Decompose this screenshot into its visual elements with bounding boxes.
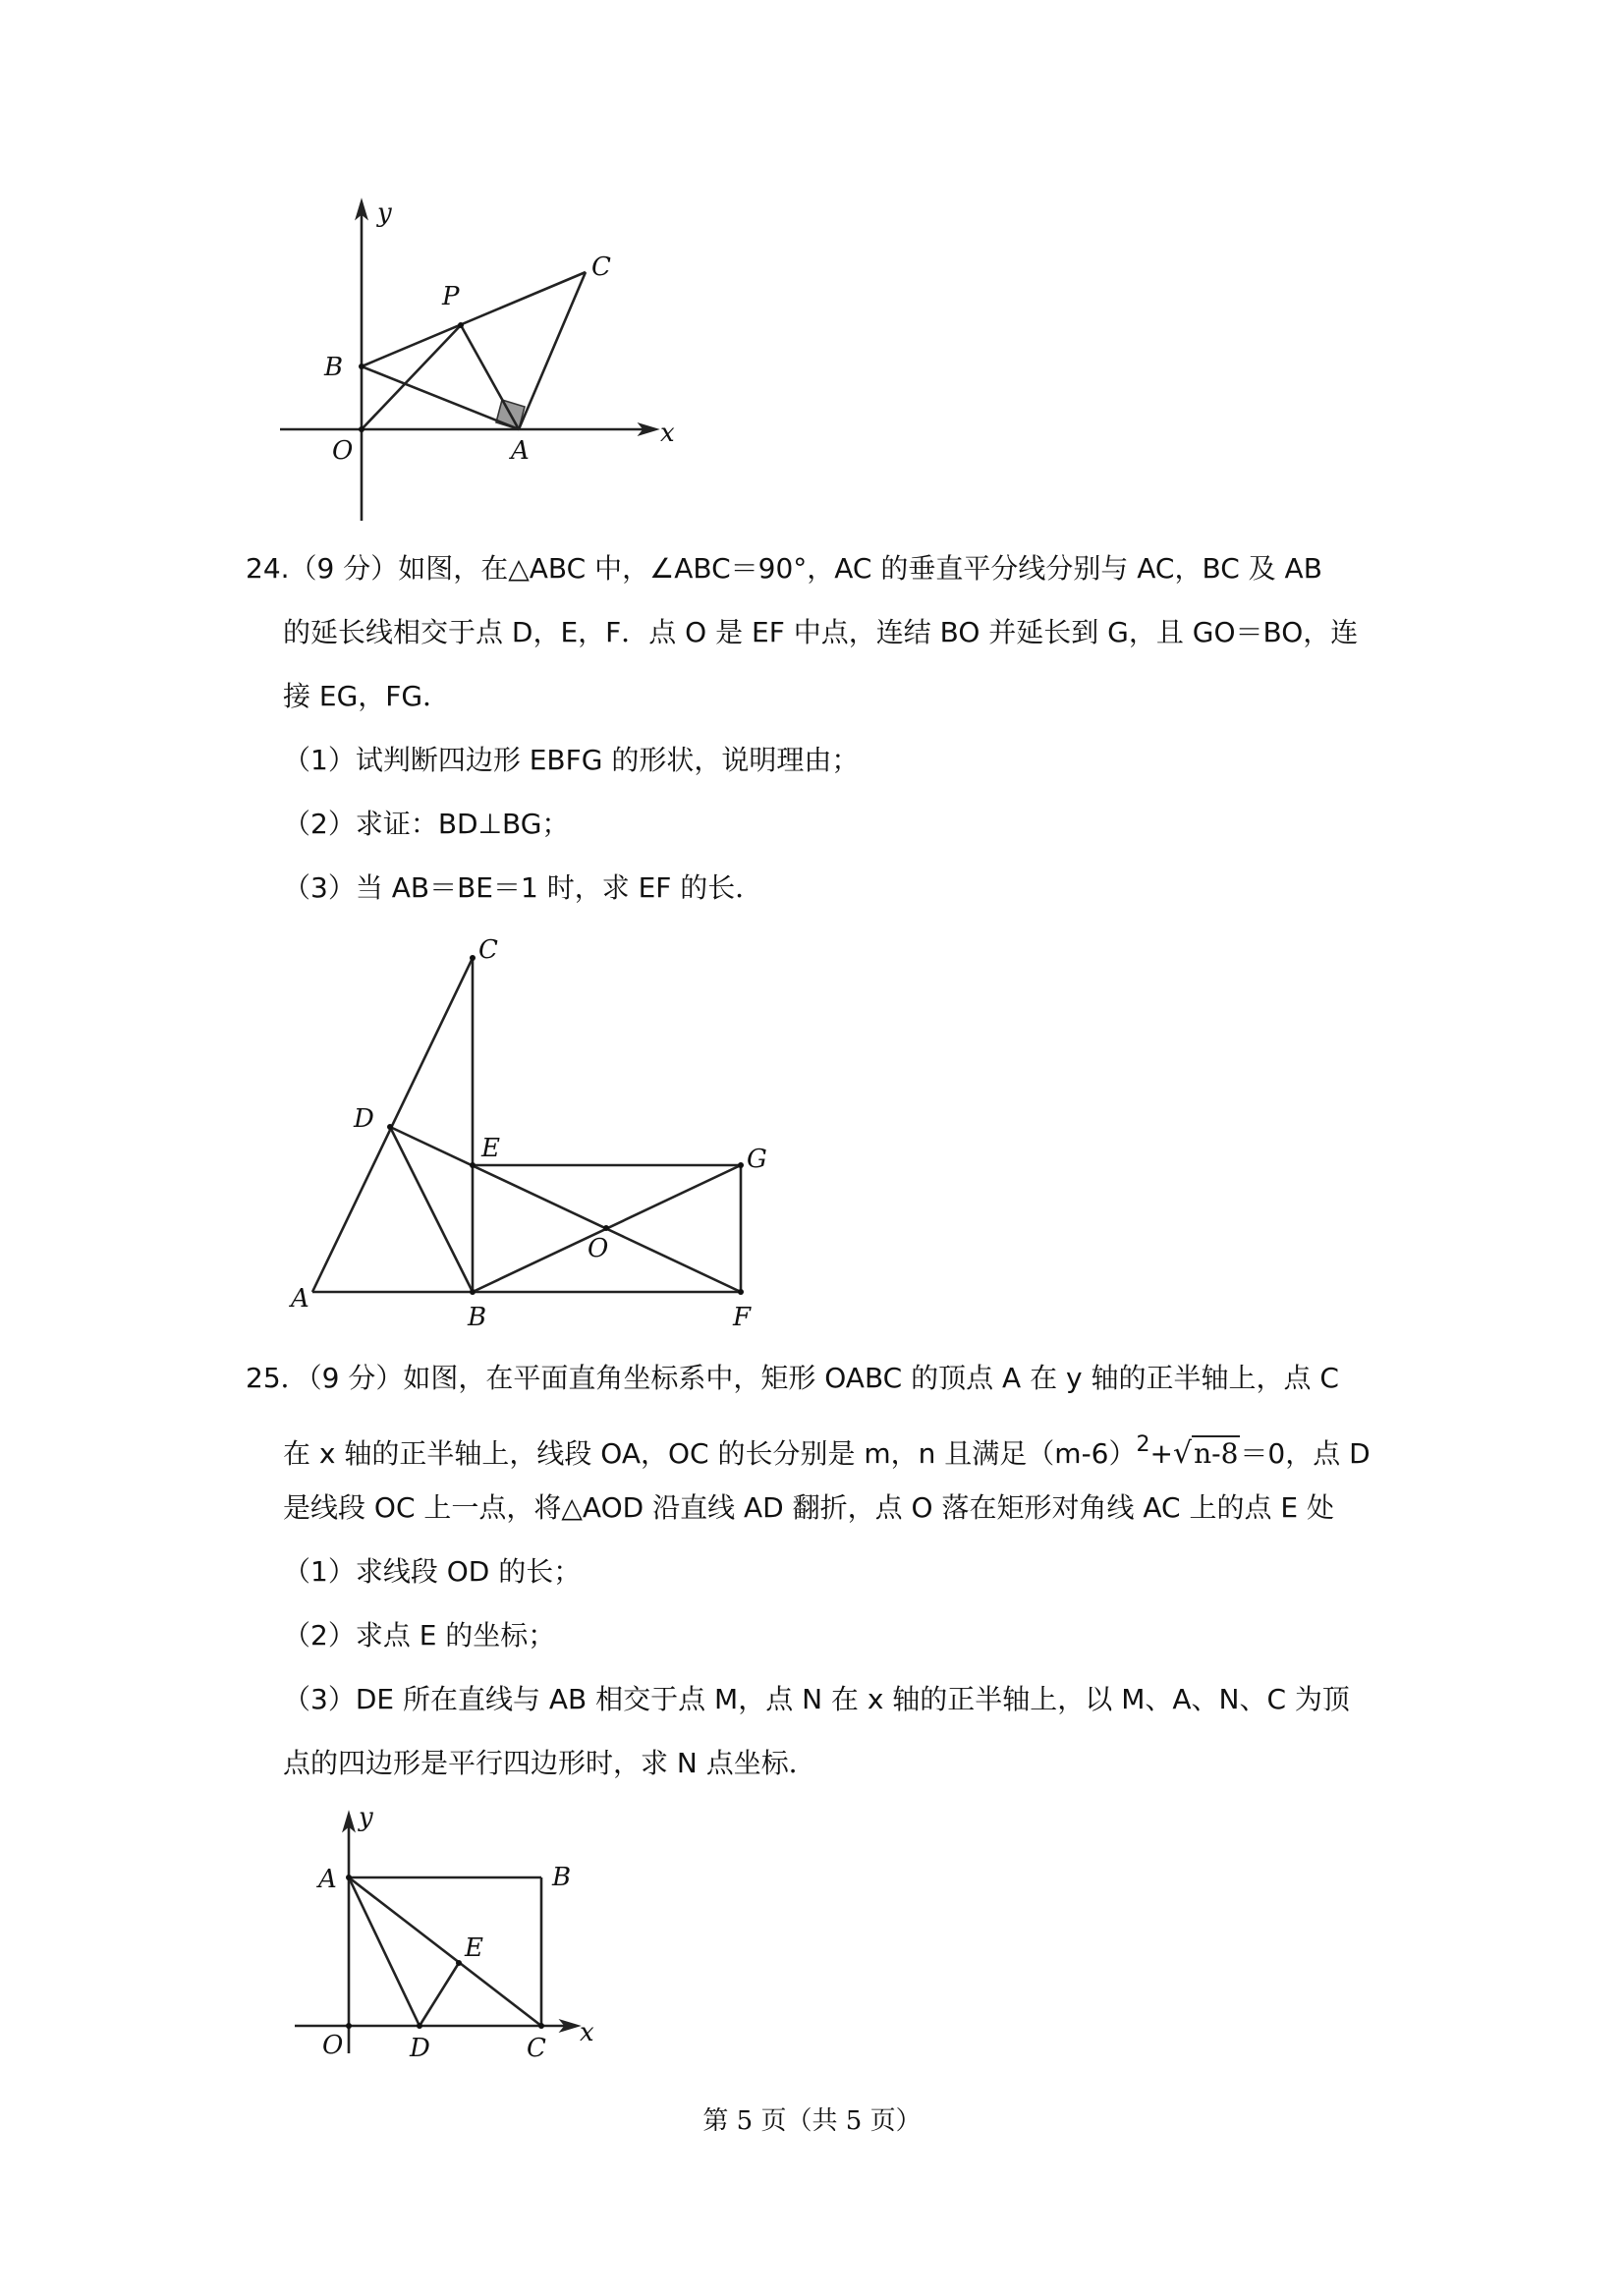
q25-line-2-prefix: 在 x 轴的正半轴上，线段 OA，OC 的长分别是 m，n 且满足（m-6） — [283, 1437, 1137, 1470]
label-O: O — [322, 2031, 344, 2060]
label-B: B — [552, 1863, 572, 1892]
label-O: O — [332, 436, 354, 466]
point-D — [417, 2023, 422, 2029]
figure-q23 — [265, 192, 698, 531]
label-B: B — [324, 353, 344, 382]
label-D: D — [410, 2034, 430, 2063]
label-F: F — [733, 1303, 752, 1332]
q25-part-3: （3）DE 所在直线与 AB 相交于点 M，点 N 在 x 轴的正半轴上，以 M、A、N、C 为顶 — [283, 1683, 1350, 1715]
q25-part-1: （1）求线段 OD 的长； — [283, 1555, 582, 1588]
q25-line-last: 点的四边形是平行四边形时，求 N 点坐标． — [283, 1747, 816, 1779]
sqrt-sign: √ — [1172, 1436, 1193, 1471]
point-E — [470, 1162, 476, 1168]
point-B — [359, 364, 364, 369]
segment-AD — [349, 1877, 420, 2026]
label-y: y — [377, 198, 392, 228]
point-O — [603, 1225, 609, 1231]
point-C — [538, 2023, 544, 2029]
label-O: O — [588, 1234, 609, 1263]
label-A: A — [511, 436, 530, 466]
q25-line-3: 是线段 OC 上一点，将△AOD 沿直线 AD 翻折，点 O 落在矩形对角线 AC 上的点 E 处 — [283, 1491, 1334, 1524]
q24-line-1: 24.（9 分）如图，在△ABC 中，∠ABC＝90°，AC 的垂直平分线分别与 AC，BC 及 AB — [246, 552, 1322, 585]
point-D — [387, 1124, 393, 1130]
point-G — [738, 1162, 744, 1168]
label-y: y — [359, 1803, 373, 1832]
label-C: C — [591, 252, 611, 282]
point-O — [359, 426, 364, 432]
q24-line-3: 接 EG，FG． — [283, 680, 451, 712]
segment-BA — [362, 366, 519, 429]
label-E: E — [481, 1134, 500, 1163]
label-A: A — [318, 1865, 337, 1894]
label-P: P — [442, 282, 460, 311]
label-G: G — [747, 1145, 767, 1174]
segment-DF — [390, 1127, 741, 1292]
q25-part-2: （2）求点 E 的坐标； — [283, 1619, 556, 1652]
segment-DE — [420, 1963, 459, 2026]
point-A — [346, 1875, 352, 1880]
q25-line-2 — [283, 1426, 1371, 1474]
q25-line-2-suffix: ＝0，点 D — [1240, 1437, 1371, 1470]
q25-plus: + — [1149, 1437, 1173, 1470]
label-E: E — [465, 1933, 483, 1963]
figure-q25 — [285, 1800, 619, 2075]
label-x: x — [580, 2018, 594, 2047]
segment-PA — [461, 325, 519, 429]
q24-line-2: 的延长线相交于点 D，E，F．点 O 是 EF 中点，连结 BO 并延长到 G，且 GO＝BO，连 — [283, 616, 1359, 648]
figure-q24 — [285, 928, 796, 1331]
point-E — [456, 1960, 462, 1966]
q25-exponent: 2 — [1136, 1432, 1150, 1457]
label-B: B — [468, 1303, 487, 1332]
label-A: A — [291, 1284, 309, 1314]
q24-part-1: （1）试判断四边形 EBFG 的形状，说明理由； — [283, 744, 860, 776]
label-C: C — [478, 935, 498, 965]
point-P — [458, 322, 464, 328]
label-C: C — [527, 2034, 546, 2063]
point-C — [470, 955, 476, 961]
point-B — [470, 1289, 476, 1295]
label-x: x — [660, 419, 675, 448]
segment-OP — [362, 325, 461, 429]
segment-AC — [349, 1877, 541, 2026]
page-footer: 第 5 页（共 5 页） — [702, 2106, 922, 2136]
label-D: D — [354, 1104, 374, 1134]
segment-DB — [390, 1127, 473, 1292]
point-O — [346, 2023, 352, 2029]
q25-radicand: n-8 — [1194, 1437, 1239, 1470]
q24-part-2: （2）求证：BD⊥BG； — [283, 808, 570, 840]
point-F — [738, 1289, 744, 1295]
q25-line-1: 25．（9 分）如图，在平面直角坐标系中，矩形 OABC 的顶点 A 在 y 轴的正半轴上，点 C — [246, 1362, 1339, 1394]
q24-part-3: （3）当 AB＝BE＝1 时，求 EF 的长． — [283, 871, 763, 904]
